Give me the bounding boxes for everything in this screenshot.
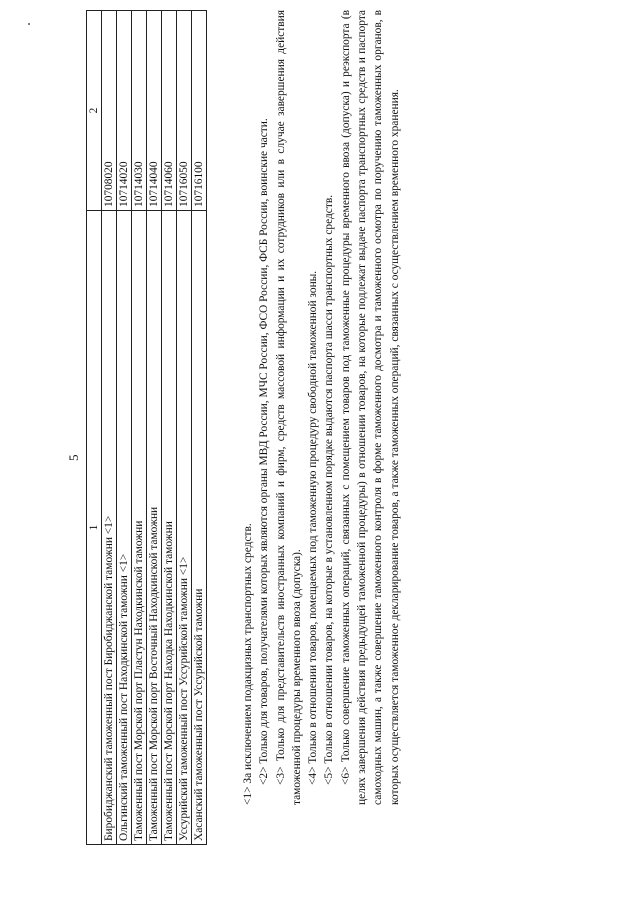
table-row [147,11,162,845]
post-name: Ольгинский таможенный пост Находкинской таможни <1> [117,211,132,845]
post-name: Биробиджанский таможенный пост Биробиджанской таможни <1> [102,211,117,845]
footnote-2: <2> Только для товаров, получателями которых являются органы МВД России, МЧС России, ФСО России, ФСБ России, воинские части. [258,118,271,785]
post-code: 10714060 [162,11,177,211]
scan-speck [28,23,30,25]
footnotes [240,10,403,805]
column-header-2: 2 [87,11,102,211]
post-code: 10716050 [177,11,192,211]
post-name: Таможенный пост Морской порт Пластун Находкинской таможни [132,211,147,845]
footnote-1: <1> За исключением подакцизных транспортных средств. [242,523,254,805]
footnote-6: <6> Только совершение таможенных операций, связанных с помещением товаров под таможенные процедуры временного ввоза (допуска) и реэкспорта (в целях завершения действия предыдущей таможенной процедуры) в отношении товаров, на которые подлежат выдаче паспорта транспортных средств и паспорта самоходных машин, а также совершение таможенного контроля в форме таможенного досмотра и таможенного осмотра по поручению таможенных органов, в которых осуществляется таможенное декларирование товаров, а также таможенных операций, связанных с осуществлением временного хранения. [339,10,401,805]
column-header-1: 1 [87,211,102,845]
post-name: Таможенный пост Морской порт Восточный Находкинской таможни [147,211,162,845]
table-row [177,11,192,845]
post-name: Хасанский таможенный пост Уссурийской таможни [192,211,207,845]
table-header-row [87,11,102,845]
post-code: 10708020 [102,11,117,211]
post-code: 10716100 [192,11,207,211]
footnote-4: <4> Только в отношении товаров, помещаемых под таможенную процедуру свободной таможенной зоны. [307,270,320,785]
table-row [102,11,117,845]
table-row [132,11,147,845]
post-name: Таможенный пост Морской порт Находка Находкинской таможни [162,211,177,845]
post-code: 10714040 [147,11,162,211]
customs-posts-table [86,10,207,845]
footnote-3: <3> Только для представительств иностранных компаний и фирм, средств массовой информации и их сотрудников или в случае завершения действия таможенной процедуры временного ввоза (допуска). [274,10,303,805]
post-code: 10714020 [117,11,132,211]
table-row [162,11,177,845]
table-row [117,11,132,845]
post-code: 10714030 [132,11,147,211]
table-row [192,11,207,845]
footnote-5: <5> Только в отношении товаров, на которые в установленном порядке выдаются паспорта шасси транспортных средств. [323,194,336,785]
page-number: 5 [66,454,81,461]
post-name: Уссурийский таможенный пост Уссурийской таможни <1> [177,211,192,845]
